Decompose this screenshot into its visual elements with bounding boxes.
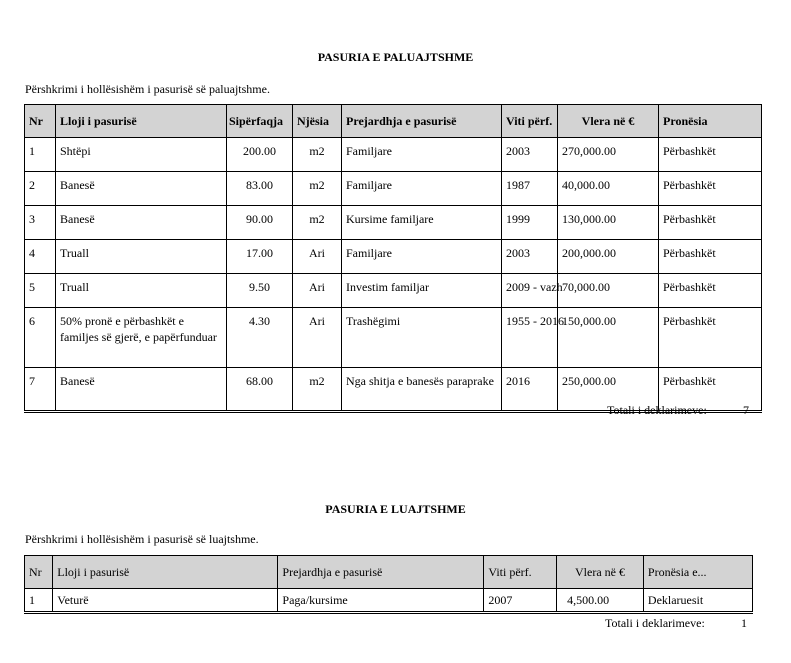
cell-ownership: Deklaruesit [643,589,752,613]
cell-origin: Paga/kursime [278,589,484,613]
cell-year: 1955 - 2016 [502,308,558,368]
cell-ownership: Përbashkët [659,274,762,308]
cell-type: Banesë [56,172,227,206]
cell-area: 90.00 [227,206,293,240]
col-header-type: Lloji i pasurisë [53,556,278,589]
cell-ownership: Përbashkët [659,206,762,240]
cell-value: 150,000.00 [558,308,659,368]
cell-nr: 6 [25,308,56,368]
cell-ownership: Përbashkët [659,172,762,206]
cell-area: 68.00 [227,368,293,412]
cell-nr: 5 [25,274,56,308]
cell-origin: Nga shitja e banesës paraprake [342,368,502,412]
section2-total-value: 1 [741,616,747,630]
cell-unit: m2 [293,172,342,206]
col-header-type: Lloji i pasurisë [56,105,227,138]
cell-origin: Familjare [342,172,502,206]
table-header-row [25,105,762,138]
cell-value: 270,000.00 [558,138,659,172]
col-header-origin: Prejardhja e pasurisë [342,105,502,138]
table-row [25,172,762,206]
col-header-area: Sipërfaqja [227,105,293,138]
cell-ownership: Përbashkët [659,308,762,368]
table-row [25,240,762,274]
col-header-nr: Nr [25,556,53,589]
cell-value: 70,000.00 [558,274,659,308]
cell-value: 40,000.00 [558,172,659,206]
col-header-value: Vlera në € [557,556,644,589]
section1-total-value: 7 [743,403,749,417]
cell-unit: Ari [293,240,342,274]
cell-nr: 3 [25,206,56,240]
cell-origin: Familjare [342,138,502,172]
section2-total-label: Totali i deklarimeve: [605,616,705,630]
cell-ownership: Përbashkët [659,368,762,412]
col-header-year: Viti përf. [502,105,558,138]
col-header-ownership: Pronësia e... [643,556,752,589]
col-header-origin: Prejardhja e pasurisë [278,556,484,589]
cell-value: 200,000.00 [558,240,659,274]
table-row [25,308,762,368]
cell-area: 17.00 [227,240,293,274]
cell-type: 50% pronë e përbashkët e familjes së gjerë, e papërfunduar [56,308,227,368]
cell-ownership: Përbashkët [659,138,762,172]
cell-year: 2003 [502,240,558,274]
section1-description: Përshkrimi i hollësishëm i pasurisë së paluajtshme. [25,82,270,96]
cell-type: Banesë [56,206,227,240]
table-header-row [25,556,753,589]
cell-type: Banesë [56,368,227,412]
cell-nr: 1 [25,138,56,172]
cell-year: 1999 [502,206,558,240]
section2-description: Përshkrimi i hollësishëm i pasurisë së luajtshme. [25,532,259,546]
table-row [25,138,762,172]
cell-year: 2016 [502,368,558,412]
cell-type: Veturë [53,589,278,613]
cell-type: Truall [56,274,227,308]
cell-unit: m2 [293,206,342,240]
cell-year: 2003 [502,138,558,172]
table-row [25,274,762,308]
cell-year: 1987 [502,172,558,206]
cell-area: 83.00 [227,172,293,206]
col-header-year: Viti përf. [484,556,557,589]
cell-nr: 2 [25,172,56,206]
cell-value: 4,500.00 [557,589,644,613]
col-header-nr: Nr [25,105,56,138]
cell-unit: Ari [293,274,342,308]
cell-unit: m2 [293,138,342,172]
table-row [25,206,762,240]
immovable-property-table [24,104,762,413]
cell-origin: Kursime familjare [342,206,502,240]
cell-area: 9.50 [227,274,293,308]
section1-total-label: Totali i deklarimeve: [607,403,707,417]
cell-value: 130,000.00 [558,206,659,240]
cell-year: 2007 [484,589,557,613]
cell-value: 250,000.00 [558,368,659,412]
cell-area: 200.00 [227,138,293,172]
movable-property-table [24,555,753,614]
cell-nr: 7 [25,368,56,412]
cell-nr: 1 [25,589,53,613]
cell-type: Shtëpi [56,138,227,172]
cell-origin: Familjare [342,240,502,274]
cell-unit: Ari [293,308,342,368]
cell-year: 2009 - vazh [502,274,558,308]
cell-ownership: Përbashkët [659,240,762,274]
cell-origin: Trashëgimi [342,308,502,368]
cell-area: 4.30 [227,308,293,368]
section1-title: PASURIA E PALUAJTSHME [317,50,474,64]
col-header-value: Vlera në € [558,105,659,138]
section2-title: PASURIA E LUAJTSHME [325,502,466,516]
table-row [25,589,753,613]
cell-nr: 4 [25,240,56,274]
col-header-ownership: Pronësia [659,105,762,138]
cell-type: Truall [56,240,227,274]
cell-unit: m2 [293,368,342,412]
col-header-unit: Njësia [293,105,342,138]
cell-origin: Investim familjar [342,274,502,308]
